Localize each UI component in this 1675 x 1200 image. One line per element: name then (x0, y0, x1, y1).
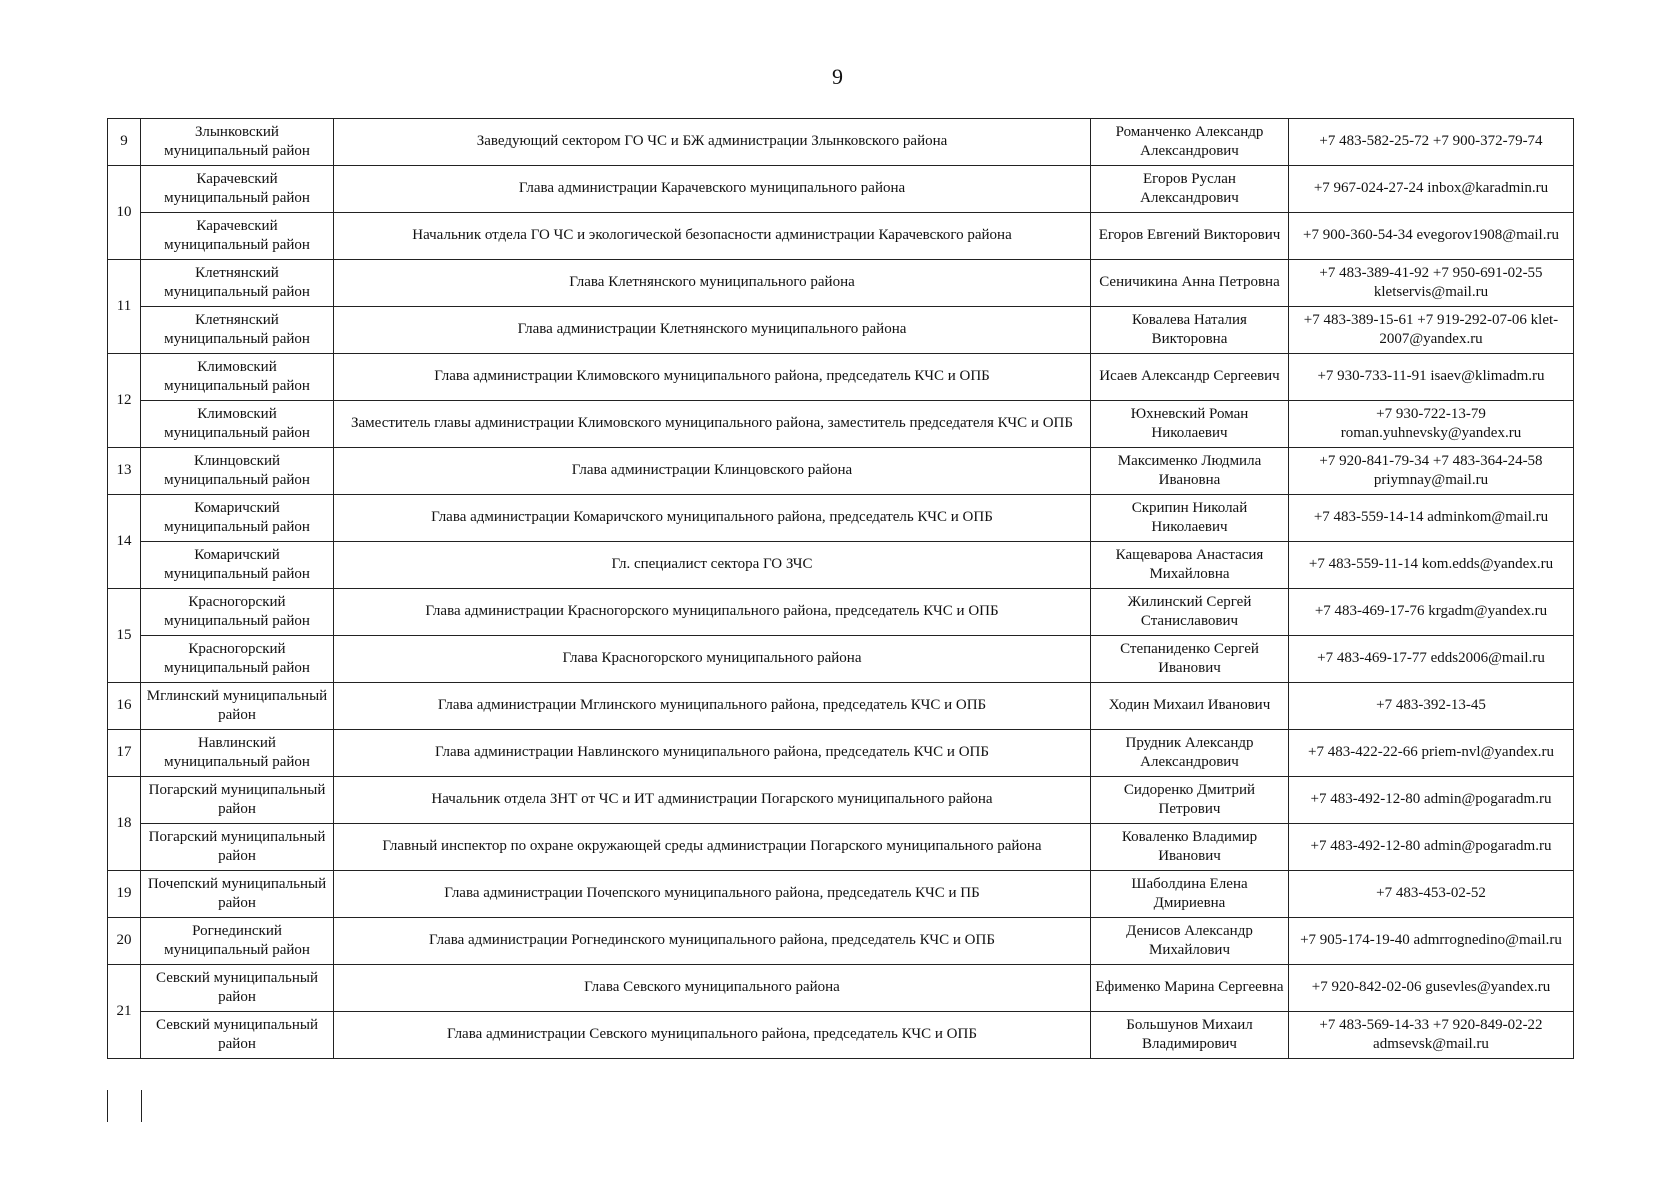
page-number: 9 (832, 64, 843, 89)
district-cell: Комаричский муниципальный район (141, 495, 334, 542)
person-cell: Большунов Михаил Владимирович (1091, 1012, 1289, 1059)
contact-cell: +7 930-733-11-91 isaev@klimadm.ru (1289, 354, 1574, 401)
contact-cell: +7 483-492-12-80 admin@pogaradm.ru (1289, 777, 1574, 824)
position-cell: Глава администрации Рогнединского муниципального района, председатель КЧС и ОПБ (334, 918, 1091, 965)
position-cell: Глава администрации Навлинского муниципального района, председатель КЧС и ОПБ (334, 730, 1091, 777)
table-row (108, 307, 1574, 354)
district-cell: Рогнединский муниципальный район (141, 918, 334, 965)
table-row (108, 1012, 1574, 1059)
contact-cell: +7 920-842-02-06 gusevles@yandex.ru (1289, 965, 1574, 1012)
position-cell: Глава администрации Почепского муниципального района, председатель КЧС и ПБ (334, 871, 1091, 918)
person-cell: Денисов Александр Михайлович (1091, 918, 1289, 965)
contact-cell: +7 483-569-14-33 +7 920-849-02-22 admsevsk@mail.ru (1289, 1012, 1574, 1059)
table-row (108, 777, 1574, 824)
person-cell: Шаболдина Елена Дмириевна (1091, 871, 1289, 918)
person-cell: Сеничикина Анна Петровна (1091, 260, 1289, 307)
person-cell: Прудник Александр Александрович (1091, 730, 1289, 777)
contact-cell: +7 920-841-79-34 +7 483-364-24-58 priymnay@mail.ru (1289, 448, 1574, 495)
row-number: 21 (108, 965, 141, 1059)
position-cell: Глава администрации Красногорского муниципального района, председатель КЧС и ОПБ (334, 589, 1091, 636)
row-number: 15 (108, 589, 141, 683)
district-cell: Климовский муниципальный район (141, 354, 334, 401)
table-row (108, 636, 1574, 683)
person-cell: Кащеварова Анастасия Михайловна (1091, 542, 1289, 589)
table-row (108, 683, 1574, 730)
table-row (108, 119, 1574, 166)
district-cell: Погарский муниципальный район (141, 824, 334, 871)
district-cell: Климовский муниципальный район (141, 401, 334, 448)
district-cell: Мглинский муниципальный район (141, 683, 334, 730)
contact-cell: +7 483-453-02-52 (1289, 871, 1574, 918)
position-cell: Глава администрации Мглинского муниципального района, председатель КЧС и ОПБ (334, 683, 1091, 730)
table-row (108, 166, 1574, 213)
contact-cell: +7 483-389-41-92 +7 950-691-02-55 kletservis@mail.ru (1289, 260, 1574, 307)
row-number: 14 (108, 495, 141, 589)
contact-cell: +7 967-024-27-24 inbox@karadmin.ru (1289, 166, 1574, 213)
row-number: 12 (108, 354, 141, 448)
table-row (108, 730, 1574, 777)
district-cell: Почепский муниципальный район (141, 871, 334, 918)
table-row (108, 871, 1574, 918)
contact-cell: +7 483-469-17-77 edds2006@mail.ru (1289, 636, 1574, 683)
district-cell: Клинцовский муниципальный район (141, 448, 334, 495)
position-cell: Начальник отдела ГО ЧС и экологической безопасности администрации Карачевского района (334, 213, 1091, 260)
row-number: 13 (108, 448, 141, 495)
district-cell: Злынковский муниципальный район (141, 119, 334, 166)
row-number: 19 (108, 871, 141, 918)
contact-cell: +7 483-559-14-14 adminkom@mail.ru (1289, 495, 1574, 542)
row-number: 17 (108, 730, 141, 777)
person-cell: Максименко Людмила Ивановна (1091, 448, 1289, 495)
table-row (108, 589, 1574, 636)
table-row (108, 965, 1574, 1012)
position-cell: Глава Клетнянского муниципального района (334, 260, 1091, 307)
district-cell: Клетнянский муниципальный район (141, 260, 334, 307)
district-cell: Севский муниципальный район (141, 1012, 334, 1059)
contact-cell: +7 483-492-12-80 admin@pogaradm.ru (1289, 824, 1574, 871)
person-cell: Ефименко Марина Сергеевна (1091, 965, 1289, 1012)
position-cell: Глава Красногорского муниципального района (334, 636, 1091, 683)
table-row (108, 448, 1574, 495)
district-cell: Карачевский муниципальный район (141, 213, 334, 260)
contact-cell: +7 483-389-15-61 +7 919-292-07-06 klet-2007@yandex.ru (1289, 307, 1574, 354)
person-cell: Коваленко Владимир Иванович (1091, 824, 1289, 871)
table-row (108, 260, 1574, 307)
district-cell: Карачевский муниципальный район (141, 166, 334, 213)
position-cell: Глава администрации Клинцовского района (334, 448, 1091, 495)
person-cell: Ходин Михаил Иванович (1091, 683, 1289, 730)
contact-cell: +7 483-469-17-76 krgadm@yandex.ru (1289, 589, 1574, 636)
position-cell: Глава администрации Карачевского муниципального района (334, 166, 1091, 213)
row-number: 18 (108, 777, 141, 871)
table-row (108, 401, 1574, 448)
row-number: 10 (108, 166, 141, 260)
table-row (108, 542, 1574, 589)
row-number: 9 (108, 119, 141, 166)
position-cell: Заместитель главы администрации Климовского муниципального района, заместитель председателя КЧС и ОПБ (334, 401, 1091, 448)
person-cell: Егоров Руслан Александрович (1091, 166, 1289, 213)
table-row (108, 213, 1574, 260)
contact-cell: +7 483-392-13-45 (1289, 683, 1574, 730)
position-cell: Глава администрации Климовского муниципального района, председатель КЧС и ОПБ (334, 354, 1091, 401)
contacts-table-body (108, 119, 1574, 1059)
row-number: 20 (108, 918, 141, 965)
person-cell: Жилинский Сергей Станиславович (1091, 589, 1289, 636)
table-tail-border (107, 1090, 142, 1122)
district-cell: Погарский муниципальный район (141, 777, 334, 824)
district-cell: Севский муниципальный район (141, 965, 334, 1012)
contact-cell: +7 483-422-22-66 priem-nvl@yandex.ru (1289, 730, 1574, 777)
contact-cell: +7 483-582-25-72 +7 900-372-79-74 (1289, 119, 1574, 166)
contacts-table (107, 118, 1574, 1059)
position-cell: Главный инспектор по охране окружающей среды администрации Погарского муниципального района (334, 824, 1091, 871)
contact-cell: +7 483-559-11-14 kom.edds@yandex.ru (1289, 542, 1574, 589)
person-cell: Ковалева Наталия Викторовна (1091, 307, 1289, 354)
position-cell: Заведующий сектором ГО ЧС и БЖ администрации Злынковского района (334, 119, 1091, 166)
table-row (108, 354, 1574, 401)
table-row (108, 495, 1574, 542)
person-cell: Егоров Евгений Викторович (1091, 213, 1289, 260)
position-cell: Глава администрации Севского муниципального района, председатель КЧС и ОПБ (334, 1012, 1091, 1059)
person-cell: Скрипин Николай Николаевич (1091, 495, 1289, 542)
person-cell: Юхневский Роман Николаевич (1091, 401, 1289, 448)
table-row (108, 824, 1574, 871)
row-number: 11 (108, 260, 141, 354)
row-number: 16 (108, 683, 141, 730)
position-cell: Глава администрации Клетнянского муниципального района (334, 307, 1091, 354)
position-cell: Глава администрации Комаричского муниципального района, председатель КЧС и ОПБ (334, 495, 1091, 542)
person-cell: Сидоренко Дмитрий Петрович (1091, 777, 1289, 824)
position-cell: Гл. специалист сектора ГО ЗЧС (334, 542, 1091, 589)
contact-cell: +7 900-360-54-34 evegorov1908@mail.ru (1289, 213, 1574, 260)
contact-cell: +7 930-722-13-79 roman.yuhnevsky@yandex.ru (1289, 401, 1574, 448)
person-cell: Исаев Александр Сергеевич (1091, 354, 1289, 401)
person-cell: Степаниденко Сергей Иванович (1091, 636, 1289, 683)
position-cell: Начальник отдела ЗНТ от ЧС и ИТ администрации Погарского муниципального района (334, 777, 1091, 824)
position-cell: Глава Севского муниципального района (334, 965, 1091, 1012)
district-cell: Навлинский муниципальный район (141, 730, 334, 777)
district-cell: Красногорский муниципальный район (141, 589, 334, 636)
district-cell: Клетнянский муниципальный район (141, 307, 334, 354)
contact-cell: +7 905-174-19-40 admrrognedino@mail.ru (1289, 918, 1574, 965)
district-cell: Комаричский муниципальный район (141, 542, 334, 589)
person-cell: Романченко Александр Александрович (1091, 119, 1289, 166)
district-cell: Красногорский муниципальный район (141, 636, 334, 683)
table-row (108, 918, 1574, 965)
